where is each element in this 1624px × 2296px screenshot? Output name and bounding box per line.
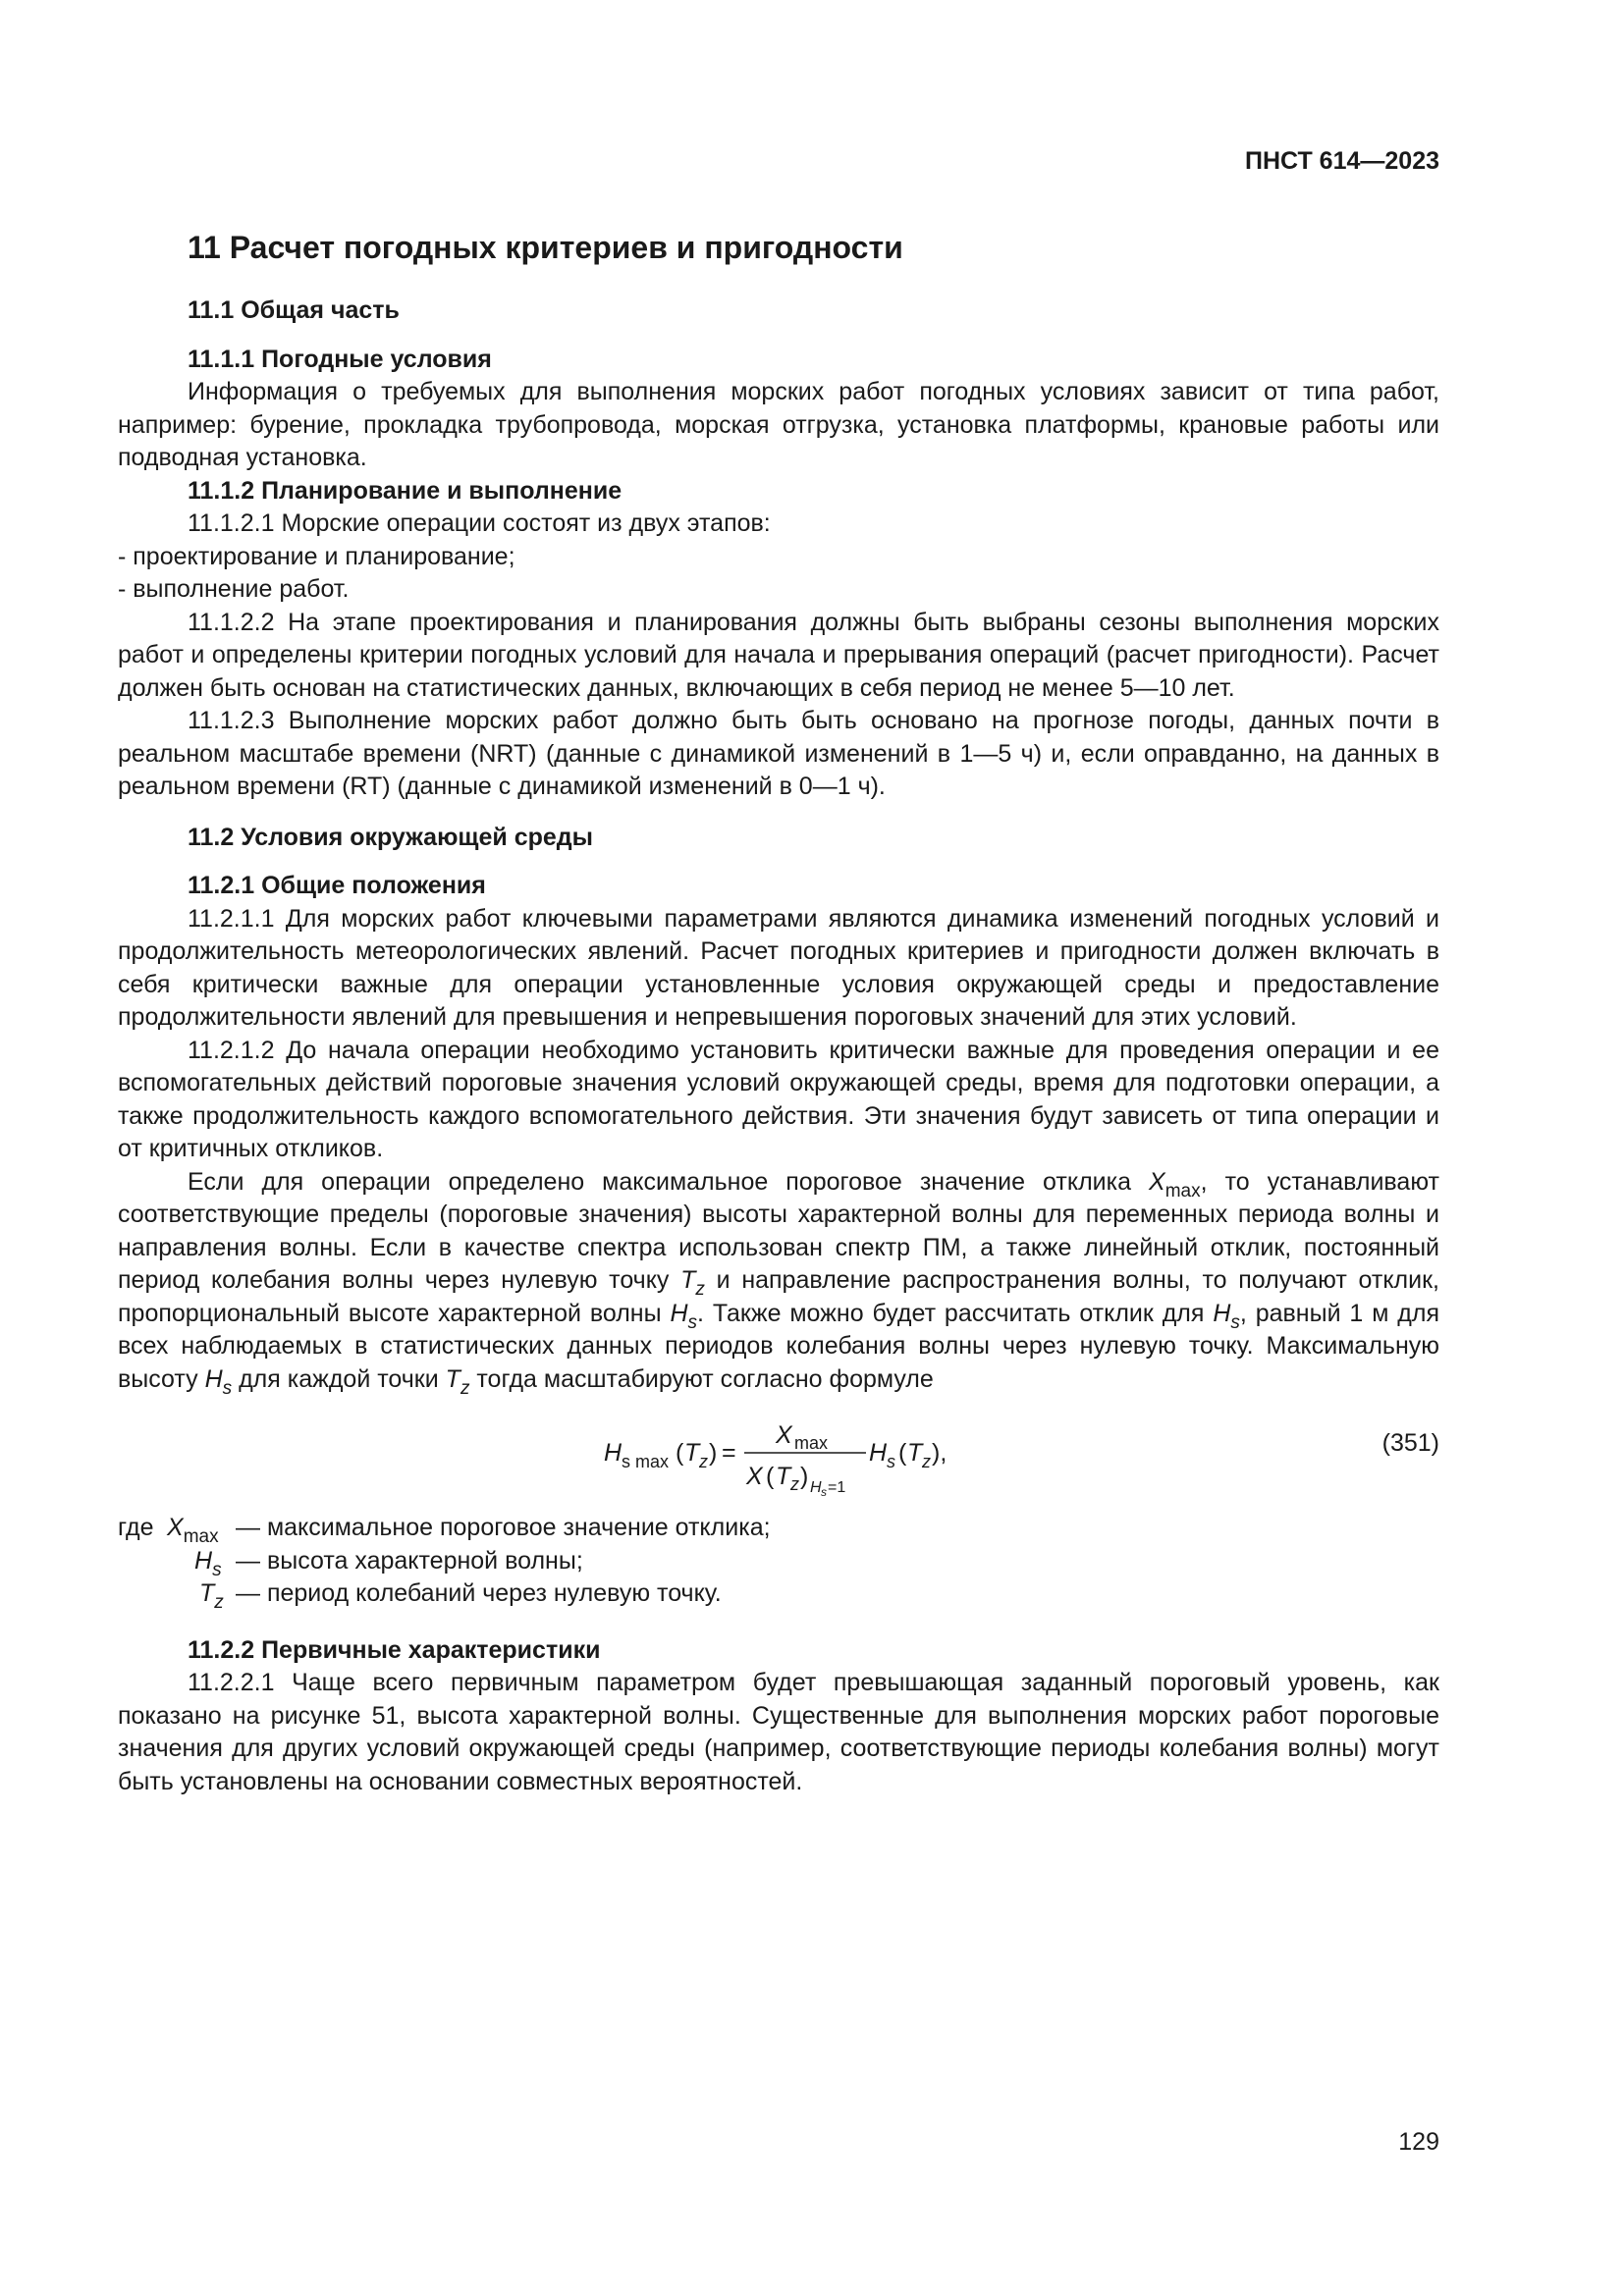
where-row: $T_z$ — период колебаний через нулевую точку.: [199, 1579, 722, 1613]
where-row: $H_s$ — высота характерной волны;: [194, 1546, 583, 1580]
formula-paren: (: [766, 1463, 775, 1490]
heading-11-1-1: 11.1.1 Погодные условия: [188, 345, 492, 373]
formula-den-s: s: [821, 1485, 827, 1499]
subsection-title-11-1: 11.1 Общая часть: [188, 296, 400, 324]
formula-paren: ): [800, 1463, 809, 1490]
formula-paren: ): [709, 1439, 718, 1467]
list-item: - выполнение работ.: [118, 575, 350, 603]
formula-lhs-h: H: [604, 1439, 623, 1467]
where-symbol: X: [167, 1514, 184, 1541]
where-row: где $X_{max}$ — максимальное пороговое значение отклика;: [118, 1514, 771, 1547]
formula-paren: (: [898, 1439, 907, 1467]
where-block: [118, 1512, 1439, 1611]
paragraph-11-2-2-1: 11.2.2.1 Чаще всего первичным параметром будет превышающая заданный пороговый уровень, как показано на рисунке 51, высота характерной волны. Существенные для выполнения морских работ пороговые значения для других условий окружающей среды (например, соответствующие периоды колебания волны) могут быть установлены на основании совместных вероятностей.: [118, 1669, 1439, 1795]
formula-rhs-t: T: [907, 1439, 923, 1467]
where-prefix: где: [118, 1514, 154, 1541]
where-symbol: T: [199, 1579, 215, 1607]
formula-paren: (: [676, 1439, 684, 1467]
where-description: — период колебаний через нулевую точку.: [236, 1579, 722, 1607]
paragraph-11-2-1-1: 11.2.1.1 Для морских работ ключевыми параметрами являются динамика изменений погодных условий и продолжительность метеорологических явлений. Расчет погодных критериев и пригодности должен включать в себя критически важные для операции установленные условия окружающей среды и предоставление продолжительности явлений для превышения и непревышения пороговых значений для этих условий.: [118, 904, 1439, 1031]
paragraph-11-1-2-3: 11.1.2.3 Выполнение морских работ должно быть быть основано на прогнозе погоды, данных почти в реальном масштабе времени (NRT) (данные с динамикой изменений в 1—5 ч) и, если оправданно, на данных в реальном времени (RT) (данные с динамикой изменений в 0—1 ч).: [118, 707, 1439, 800]
paragraph-11-1-1: Информация о требуемых для выполнения морских работ погодных условиях зависит от типа работ, например: бурение, прокладка трубопровода, морская отгрузка, установка платформы, крановые работы или подводная установка.: [118, 378, 1439, 471]
formula-den-h: H: [810, 1479, 822, 1496]
heading-11-2-1: 11.2.1 Общие положения: [188, 872, 486, 899]
paragraph-11-1-2-1: 11.1.2.1 Морские операции состоят из двух этапов:: [188, 509, 771, 537]
heading-11-2-2: 11.2.2 Первичные характеристики: [188, 1635, 601, 1664]
page-content: [118, 228, 1439, 1798]
subsection-title-11-2: 11.2 Условия окружающей среды: [188, 823, 594, 851]
formula-lhs-sub: s max: [622, 1452, 670, 1471]
paragraph-11-1-2-2: 11.1.2.2 На этапе проектирования и планирования должны быть выбраны сезоны выполнения морских работ и определены критерии погодных условий для начала и прерывания операций (расчет пригодности). Расчет должен быть основан на статистических данных, включающих в себя период не менее 5—10 лет.: [118, 608, 1439, 702]
paragraph-response-scaling: Если для операции определено максимальное пороговое значение отклика $X_{max}$, то устанавливают соответствующие пределы (пороговые значения) высоты характерной волны для переменных периода волны и направления волны. Если в качестве спектра использован спектр ПМ, а также линейный отклик, постоянный период колебания волны через нулевую точку $T_z$ и направление распространения волны, то получают отклик, пропорциональный высоте характерной волны $H_s$. Также можно будет рассчитать отклик для $H_s$, равный 1 м для всех наблюдаемых в статистических данных периодов колебания волны через нулевую точку. Максимальную высоту $H_s$ для каждой точки $T_z$ тогда масштабируют согласно формуле: [118, 1167, 1440, 1399]
section-title: 11 Расчет погодных критериев и пригодности: [188, 230, 903, 265]
where-description: — высота характерной волны;: [236, 1546, 583, 1575]
where-description: — максимальное пороговое значение отклика;: [236, 1514, 771, 1541]
formula-den-eq1: =1: [828, 1479, 846, 1496]
list-item: - проектирование и планирование;: [118, 542, 515, 570]
heading-11-1-2: 11.1.2 Планирование и выполнение: [188, 476, 623, 505]
equation-number: (351): [1381, 1429, 1439, 1457]
paragraph-11-2-1-2: 11.2.1.2 До начала операции необходимо установить критически важные для проведения операции и ее вспомогательных действий пороговые значения условий окружающей среды, время для подготовки операции, а также продолжительность каждого вспомогательного действия. Эти значения будут зависеть от типа операции и от критичных откликов.: [118, 1036, 1439, 1162]
formula-351: [118, 1406, 1439, 1500]
formula-paren: ),: [932, 1439, 947, 1467]
page-number: 129: [1398, 2128, 1439, 2156]
where-symbol: H: [194, 1546, 213, 1575]
formula-den-x: X: [746, 1463, 763, 1490]
formula-expression: [118, 1406, 1100, 1500]
formula-den-z: z: [790, 1474, 799, 1494]
formula-num-x: X: [776, 1421, 792, 1449]
formula-num-max: max: [794, 1433, 829, 1453]
formula-equals: =: [722, 1439, 736, 1467]
formula-rhs-s: s: [887, 1452, 895, 1471]
formula-lhs-z: z: [699, 1452, 708, 1471]
formula-lhs-t: T: [684, 1439, 700, 1467]
document-id: ПНСТ 614—2023: [1245, 147, 1439, 175]
formula-rhs-h: H: [869, 1439, 888, 1467]
formula-den-t: T: [776, 1463, 791, 1490]
formula-rhs-z: z: [922, 1452, 931, 1471]
